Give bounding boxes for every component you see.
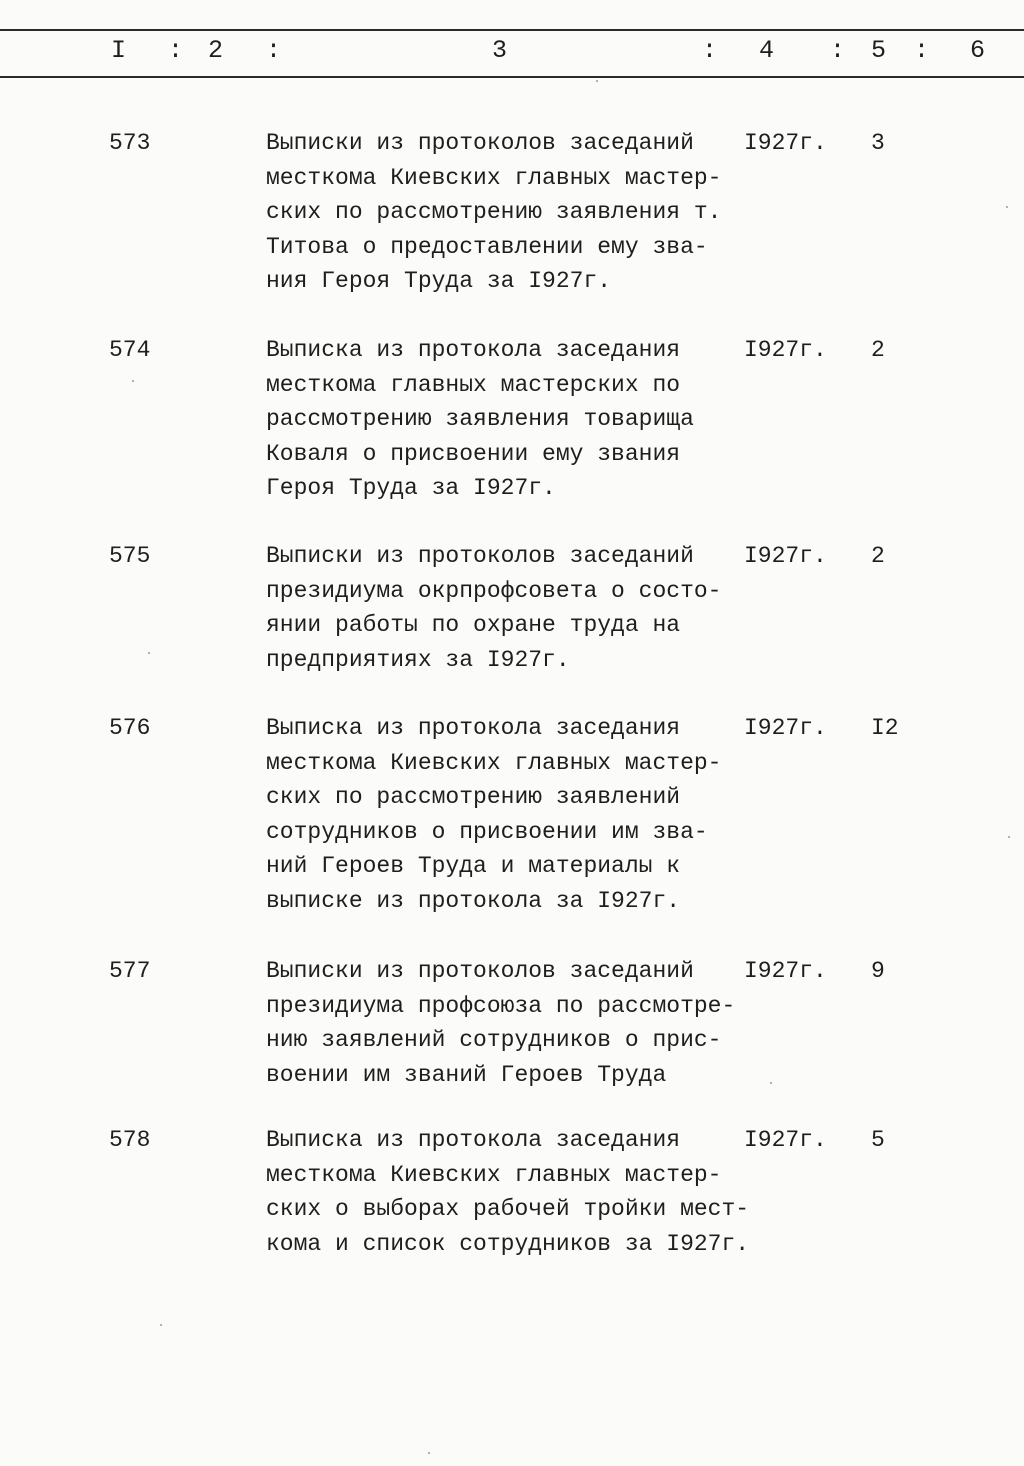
column-header-5: 5 [871, 36, 887, 65]
description-line: рассмотрению заявления товарища [266, 406, 694, 433]
column-separator: : [168, 36, 184, 65]
description-line: Титова о предоставлении ему зва- [266, 233, 708, 260]
header-bottom-rule [0, 76, 1024, 78]
description-line: президиума окрпрофсовета о состо- [266, 577, 722, 604]
entry-sheet-count: 2 [871, 543, 885, 569]
description-line: Выписка из протокола заседания [266, 1127, 681, 1153]
entry-year: I927г. [744, 958, 827, 984]
description-line: ских о выборах рабочей тройки мест- [266, 1196, 750, 1223]
description-line: Выписки из протоколов заседаний [266, 543, 694, 569]
entry-sheet-count: 2 [871, 337, 885, 363]
description-line: месткома главных мастерских по [266, 371, 681, 398]
description-line: президиума профсоюза по рассмотре- [266, 992, 736, 1019]
entry-number: 574 [109, 337, 151, 363]
entry-number: 575 [109, 543, 151, 569]
paper-speck [1006, 206, 1008, 208]
description-line: нию заявлений сотрудников о прис- [266, 1027, 722, 1054]
entry-sheet-count: 3 [871, 130, 885, 156]
paper-speck [132, 380, 134, 382]
description-line: Выписка из протокола заседания [266, 715, 681, 741]
description-line: Выписки из протоколов заседаний [266, 130, 694, 156]
entry-description [266, 711, 766, 919]
column-separator: : [914, 36, 930, 65]
entry-number: 578 [109, 1127, 151, 1153]
description-line: Коваля о присвоении ему звания [266, 440, 681, 467]
description-line: кома и список сотрудников за I927г. [266, 1230, 750, 1257]
entry-number: 576 [109, 715, 151, 741]
description-line: месткома Киевских главных мастер- [266, 164, 722, 191]
description-line: предприятиях за I927г. [266, 646, 570, 673]
entry-sheet-count: 9 [871, 958, 885, 984]
column-header-3: 3 [492, 36, 508, 65]
description-line: янии работы по охране труда на [266, 612, 681, 639]
description-line: Выписки из протоколов заседаний [266, 958, 694, 984]
column-separator: : [830, 36, 846, 65]
entry-year: I927г. [744, 1127, 827, 1153]
paper-speck [1008, 836, 1010, 838]
paper-speck [770, 1082, 772, 1084]
description-line: ний Героев Труда и материалы к [266, 853, 681, 880]
description-line: ния Героя Труда за I927г. [266, 268, 612, 295]
description-line: выписке из протокола за I927г. [266, 887, 681, 914]
entry-sheet-count: I2 [871, 715, 899, 741]
entry-description [266, 539, 766, 677]
paper-speck [148, 652, 150, 654]
description-line: сотрудников о присвоении им зва- [266, 818, 708, 845]
column-header-2: 2 [208, 36, 224, 65]
entry-description [266, 333, 766, 506]
entry-year: I927г. [744, 130, 827, 156]
description-line: ских по рассмотрению заявлений [266, 784, 681, 811]
entry-number: 577 [109, 958, 151, 984]
paper-speck [596, 80, 598, 82]
entry-year: I927г. [744, 715, 827, 741]
description-line: месткома Киевских главных мастер- [266, 749, 722, 776]
column-header-6: 6 [970, 36, 986, 65]
column-separator: : [702, 36, 718, 65]
column-header-1: I [111, 36, 127, 65]
description-line: ских по рассмотрению заявления т. [266, 199, 722, 226]
entry-description [266, 1123, 766, 1261]
description-line: месткома Киевских главных мастер- [266, 1161, 722, 1188]
paper-speck [160, 1324, 162, 1326]
header-top-rule [0, 29, 1024, 31]
entry-sheet-count: 5 [871, 1127, 885, 1153]
entry-description [266, 954, 766, 1092]
column-separator: : [266, 36, 282, 65]
entry-description [266, 126, 766, 299]
description-line: Выписка из протокола заседания [266, 337, 681, 363]
entry-number: 573 [109, 130, 151, 156]
entry-year: I927г. [744, 543, 827, 569]
description-line: Героя Труда за I927г. [266, 475, 556, 502]
column-header-4: 4 [759, 36, 775, 65]
entry-year: I927г. [744, 337, 827, 363]
paper-speck [428, 1452, 430, 1454]
description-line: воении им званий Героев Труда [266, 1061, 667, 1088]
